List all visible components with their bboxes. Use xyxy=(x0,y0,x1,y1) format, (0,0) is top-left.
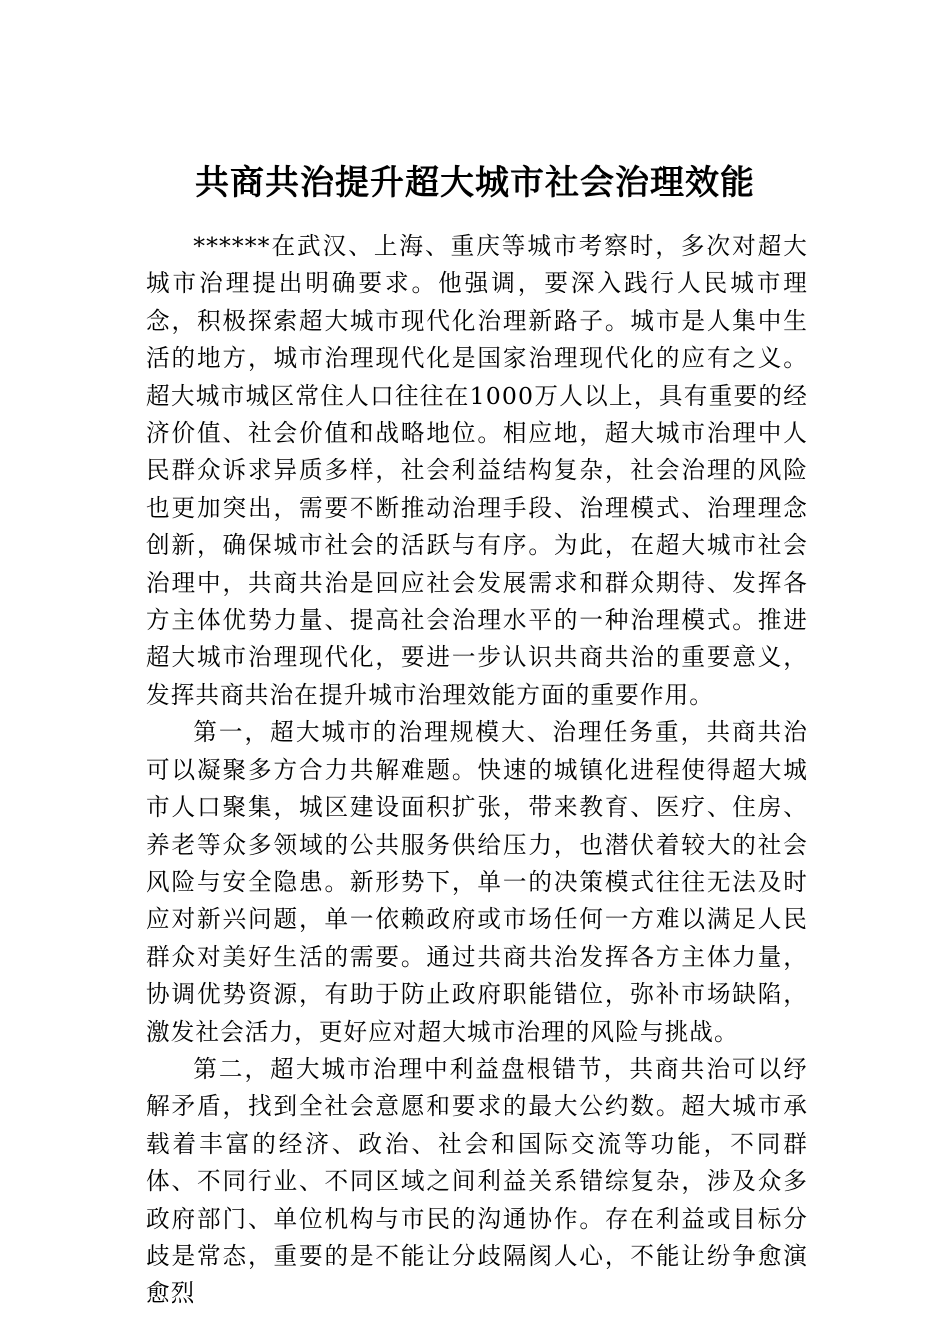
paragraph-first-point: 第一，超大城市的治理规模大、治理任务重，共商共治可以凝聚多方合力共解难题。快速的城镇化进程使得超大城市人口聚集，城区建设面积扩张，带来教育、医疗、住房、养老等众多领域的公共服务供给压力，也潜伏着较大的社会风险与安全隐患。新形势下，单一的决策模式往往无法及时应对新兴问题，单一依赖政府或市场任何一方难以满足人民群众对美好生活的需要。通过共商共治发挥各方主体力量，协调优势资源，有助于防止政府职能错位，弥补市场缺陷，激发社会活力，更好应对超大城市治理的风险与挑战。 xyxy=(146,718,808,1046)
paragraph-intro: ******在武汉、上海、重庆等城市考察时，多次对超大城市治理提出明确要求。他强调，要深入践行人民城市理念，积极探索超大城市现代化治理新路子。城市是人集中生活的地方，城市治理现代化是国家治理现代化的应有之义。超大城市城区常住人口往往在1000万人以上，具有重要的经济价值、社会价值和战略地位。相应地，超大城市治理中人民群众诉求异质多样，社会利益结构复杂，社会治理的风险也更加突出，需要不断推动治理手段、治理模式、治理理念创新，确保城市社会的活跃与有序。为此，在超大城市社会治理中，共商共治是回应社会发展需求和群众期待、发挥各方主体优势力量、提高社会治理水平的一种治理模式。推进超大城市治理现代化，要进一步认识共商共治的重要意义，发挥共商共治在提升城市治理效能方面的重要作用。 xyxy=(146,232,808,709)
paragraph-second-point: 第二，超大城市治理中利益盘根错节，共商共治可以纾解矛盾，找到全社会意愿和要求的最大公约数。超大城市承载着丰富的经济、政治、社会和国际交流等功能，不同群体、不同行业、不同区域之间利益关系错综复杂，涉及众多政府部门、单位机构与市民的沟通协作。存在利益或目标分歧是常态，重要的是不能让分歧隔阂人心，不能让纷争愈演愈烈 xyxy=(146,1054,808,1308)
document-title: 共商共治提升超大城市社会治理效能 xyxy=(195,163,755,203)
document-body xyxy=(146,228,808,1313)
